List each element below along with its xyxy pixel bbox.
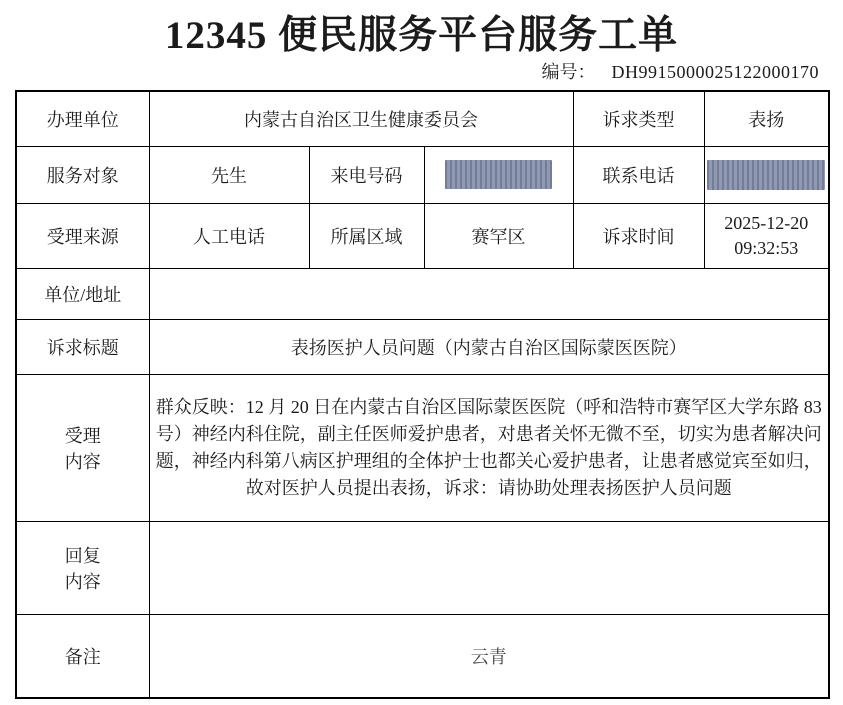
redaction-block-caller-number xyxy=(445,160,552,189)
doc-number-line xyxy=(542,58,820,84)
label-region: 所属区域 xyxy=(309,203,424,268)
value-appeal-type: 表扬 xyxy=(704,91,829,146)
value-handling-unit: 内蒙古自治区卫生健康委员会 xyxy=(149,91,573,146)
value-appeal-time xyxy=(704,203,829,268)
row-remarks xyxy=(16,614,829,698)
row-handling-unit xyxy=(16,91,829,146)
work-order-table xyxy=(15,90,830,699)
value-acceptance-source: 人工电话 xyxy=(149,203,309,268)
label-remarks: 备注 xyxy=(16,614,149,698)
label-reply-content-line2: 内容 xyxy=(64,571,101,592)
label-acceptance-source: 受理来源 xyxy=(16,203,149,268)
value-unit-address xyxy=(149,268,829,319)
label-acceptance-content-line2: 内容 xyxy=(64,451,101,472)
row-unit-address xyxy=(16,268,829,319)
row-appeal-title xyxy=(16,319,829,374)
appeal-time-date: 2025-12-20 xyxy=(724,212,809,233)
label-appeal-type: 诉求类型 xyxy=(573,91,704,146)
doc-number-label: 编号： xyxy=(541,62,596,82)
value-region: 赛罕区 xyxy=(424,203,573,268)
page-title: 12345 便民服务平台服务工单 xyxy=(164,14,679,57)
row-acceptance-content xyxy=(16,374,829,521)
value-remarks: 云青 xyxy=(149,614,829,698)
label-appeal-title: 诉求标题 xyxy=(16,319,149,374)
value-contact-phone xyxy=(704,146,829,203)
label-acceptance-content-line1: 受理 xyxy=(64,425,101,446)
label-service-target: 服务对象 xyxy=(16,146,149,203)
value-acceptance-content: 群众反映：12 月 20 日在内蒙古自治区国际蒙医医院（呼和浩特市赛罕区大学东路 83 号）神经内科住院，副主任医师爱护患者，对患者关怀无微不至，切实为患者解决问题，神经内科第八病区护理组的全体护士也都关心爱护患者，让患者感觉宾至如归，故对医护人员提出表扬，诉求：请协助处理表扬医护人员问题 xyxy=(149,374,829,521)
value-reply-content xyxy=(149,521,829,614)
label-acceptance-content xyxy=(16,374,149,521)
row-reply-content xyxy=(16,521,829,614)
appeal-time-clock: 09:32:53 xyxy=(734,237,799,258)
redaction-block-contact-phone xyxy=(707,160,825,190)
label-handling-unit: 办理单位 xyxy=(16,91,149,146)
label-unit-address: 单位/地址 xyxy=(16,268,149,319)
row-service-target xyxy=(16,146,829,203)
label-contact-phone: 联系电话 xyxy=(573,146,704,203)
value-caller-number xyxy=(424,146,573,203)
label-reply-content xyxy=(16,521,149,614)
value-appeal-title: 表扬医护人员问题（内蒙古自治区国际蒙医医院） xyxy=(149,319,829,374)
doc-number-value: DH9915000025122000170 xyxy=(611,62,819,82)
value-service-target: 先生 xyxy=(149,146,309,203)
label-caller-number: 来电号码 xyxy=(309,146,424,203)
row-acceptance-source xyxy=(16,203,829,268)
label-reply-content-line1: 回复 xyxy=(64,545,101,566)
label-appeal-time: 诉求时间 xyxy=(573,203,704,268)
